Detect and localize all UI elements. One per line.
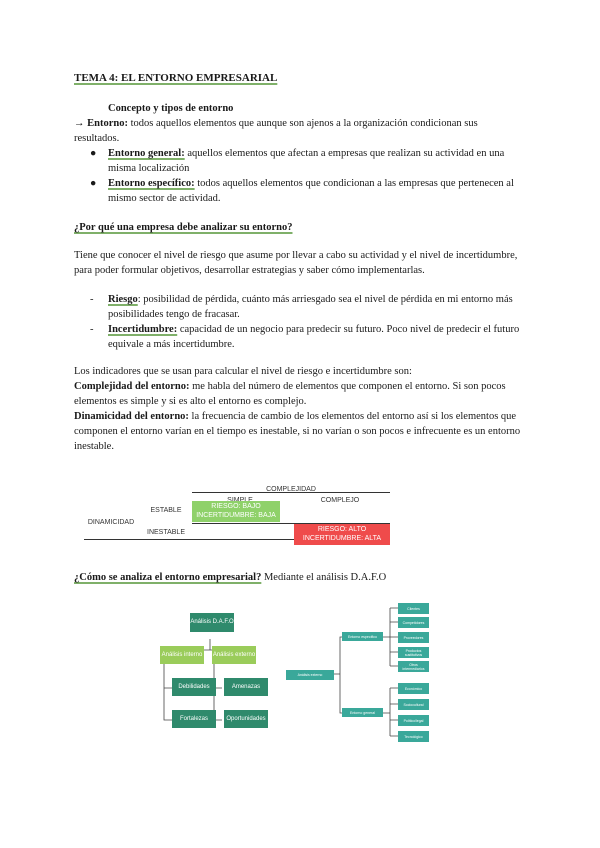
tree-leaf: Tecnológico	[398, 731, 429, 742]
risk-matrix-table	[84, 476, 390, 546]
list-item	[90, 292, 530, 322]
high-risk-label: RIESGO: ALTO	[317, 526, 367, 533]
question-heading: ¿Por qué una empresa debe analizar su entorno?	[74, 222, 293, 233]
dinamicidad-text: la frecuencia de cambio de los elementos del entorno así si los elementos que componen el entorno varían en el tiempo es inestable, si no varían o son pocos e infrecuente es un entorno inestable.	[74, 411, 521, 452]
tree-especifico-box: Entorno específico	[342, 632, 383, 641]
row-dinamicidad: DINAMICIDAD	[87, 519, 135, 526]
bullet-text: capacidad de un negocio para predecir su futuro. Poco nivel de predecir el futuro equivale a más incertidumbre.	[108, 324, 520, 350]
bullet-term: Entorno específico:	[108, 178, 195, 189]
section-subtitle: Concepto y tipos de entorno	[108, 103, 234, 114]
complejidad-paragraph	[74, 379, 524, 409]
dafo-fortalezas-box: Fortalezas	[172, 710, 216, 728]
tree-leaf: Sociocultural	[398, 699, 429, 710]
row-estable: ESTABLE	[150, 507, 182, 514]
bullet-text: : posibilidad de pérdida, cuánto más arriesgado sea el nivel de pérdida en mi entorno más posibilidades tengo de fracasar.	[108, 294, 513, 320]
bullet-term: Incertidumbre:	[108, 324, 178, 335]
bullet-text: aquellos elementos que afectan a empresas que realizan su actividad en una misma localización	[108, 148, 505, 174]
complejidad-text: me habla del número de elementos que componen el entorno. Si son pocos elementos es simple y si es alto el entorno es complejo.	[74, 381, 506, 407]
bullet-dash-icon: -	[90, 294, 94, 305]
high-risk-cell	[294, 524, 390, 545]
dafo-debilidades-box: Debilidades	[172, 678, 216, 696]
dafo-oportunidades-box: Oportunidades	[224, 710, 268, 728]
tree-leaf: Competidores	[398, 617, 429, 628]
question-tail: Mediante el análisis D.A.F.O	[261, 572, 387, 583]
header-complejo: COMPLEJO	[320, 497, 360, 504]
entorno-definition	[74, 116, 524, 146]
arrow-icon: →	[74, 118, 85, 129]
dinamicidad-term: Dinamicidad del entorno:	[74, 411, 189, 422]
complejidad-term: Complejidad del entorno:	[74, 381, 190, 392]
bullet-term: Riesgo	[108, 294, 138, 305]
list-item	[90, 176, 530, 206]
list-item	[90, 322, 530, 352]
high-uncertainty-label: INCERTIDUMBRE: ALTA	[302, 535, 382, 542]
dafo-interno-box: Análisis interno	[160, 646, 204, 664]
bullet-dash-icon: -	[90, 324, 94, 335]
tree-general-box: Entorno general	[342, 708, 383, 717]
tree-leaf: Político/legal	[398, 715, 429, 726]
tree-root-box: Análisis externo	[286, 670, 334, 680]
dafo-question	[74, 570, 386, 585]
low-risk-label: RIESGO: BAJO	[211, 503, 261, 510]
entorno-text: todos aquellos elementos que aunque son ajenos a la organización condicionan sus resultados.	[74, 118, 478, 144]
bullet-dot-icon: ●	[90, 148, 97, 159]
paragraph: Tiene que conocer el nivel de riesgo que asume por llevar a cabo su actividad y el nivel de incertidumbre, para poder formular objetivos, desarrollar estrategias y saber cómo implementarlas.	[74, 250, 518, 276]
dafo-externo-box: Análisis externo	[212, 646, 256, 664]
tree-leaf: Clientes	[398, 603, 429, 614]
low-risk-cell	[192, 501, 280, 522]
dinamicidad-paragraph	[74, 409, 524, 454]
bullet-text: todos aquellos elementos que condicionan a las empresas que pertenecen al mismo sector de actividad.	[108, 178, 514, 204]
bullet-dot-icon: ●	[90, 178, 97, 189]
list-item	[90, 146, 530, 176]
tree-leaf: Económico	[398, 683, 429, 694]
dafo-top-box: Análisis D.A.F.O	[190, 613, 234, 632]
tree-leaf: Proveedores	[398, 632, 429, 643]
bullet-term: Entorno general:	[108, 148, 185, 159]
tree-leaf: Productos sustitutivos	[398, 647, 429, 658]
entorno-term: Entorno:	[87, 118, 128, 129]
page-title: TEMA 4: EL ENTORNO EMPRESARIAL	[74, 72, 278, 84]
low-uncertainty-label: INCERTIDUMBRE: BAJA	[196, 512, 276, 519]
question-heading: ¿Cómo se analiza el entorno empresarial?	[74, 572, 262, 583]
dafo-amenazas-box: Amenazas	[224, 678, 268, 696]
indicators-intro: Los indicadores que se usan para calcular el nivel de riesgo e incertidumbre son:	[74, 366, 412, 377]
tree-leaf: Otros intermediarios	[398, 661, 429, 672]
row-inestable: INESTABLE	[147, 529, 185, 536]
header-complejidad: COMPLEJIDAD	[266, 486, 316, 493]
